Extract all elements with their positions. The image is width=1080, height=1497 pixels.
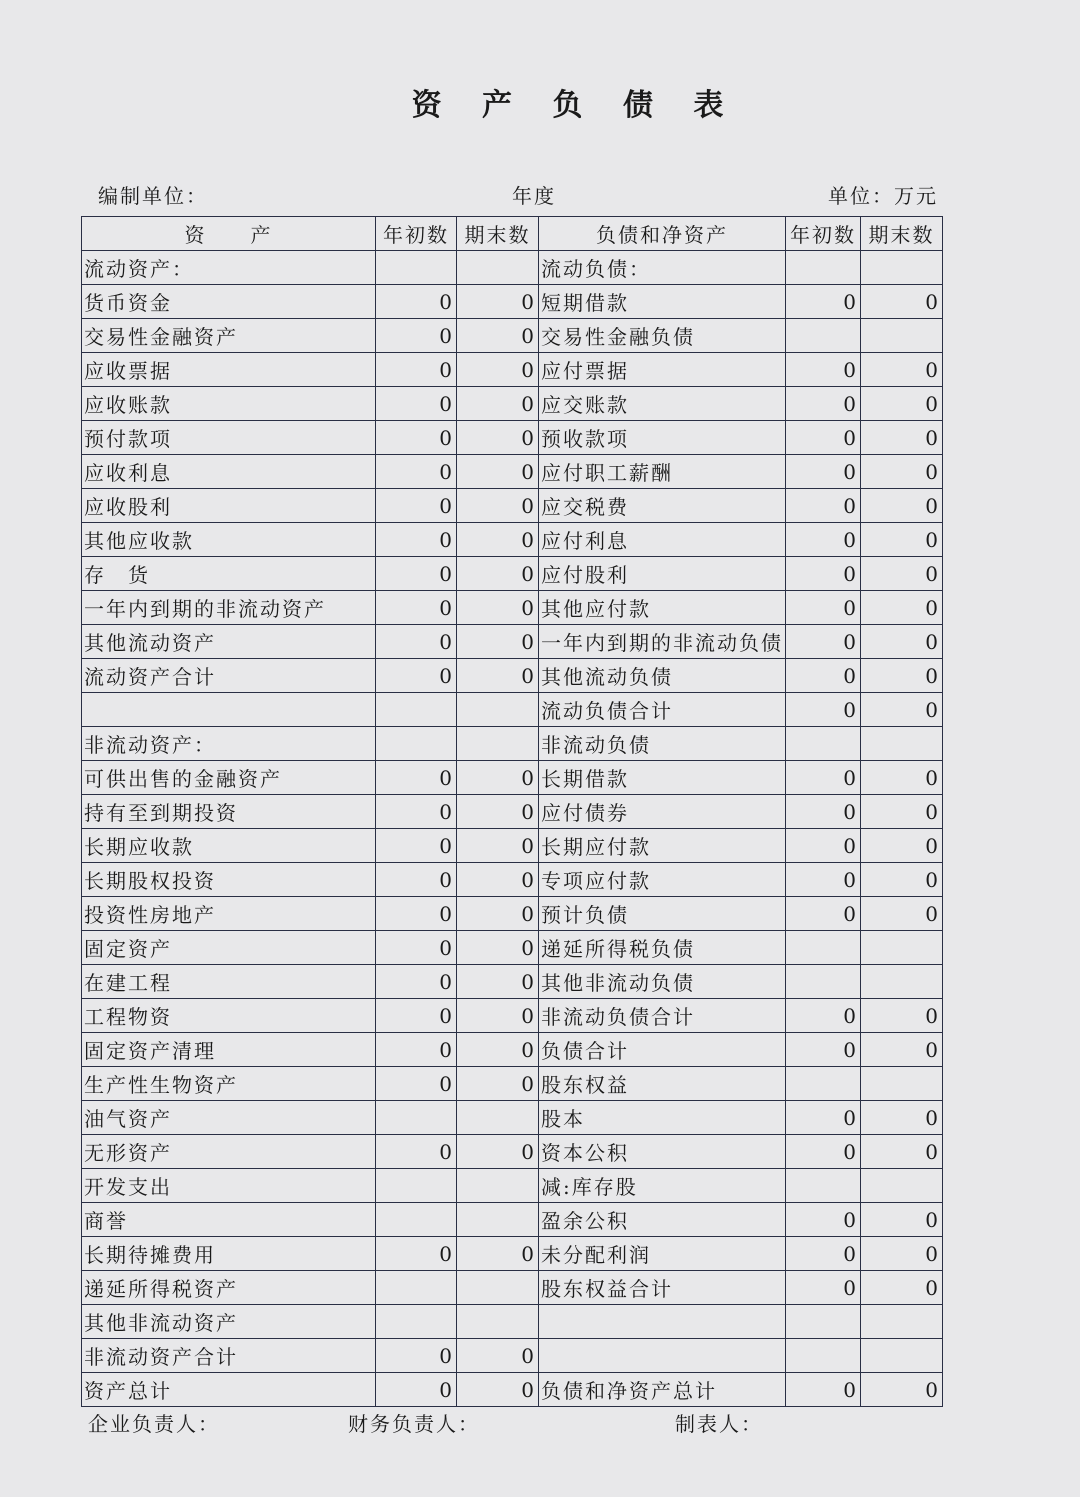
header-assets-ending: 期末数	[457, 217, 539, 251]
liability-ending-value: 0	[861, 829, 943, 863]
asset-item-label: 存 货	[82, 557, 376, 591]
asset-ending-value: 0	[457, 523, 539, 557]
header-liabilities-beginning: 年初数	[786, 217, 861, 251]
liability-item-label: 股东权益合计	[539, 1271, 786, 1305]
table-row	[82, 999, 943, 1033]
header-assets: 资 产	[82, 217, 376, 251]
asset-beginning-value: 0	[376, 965, 457, 999]
liability-ending-value: 0	[861, 1271, 943, 1305]
liability-item-label: 股东权益	[539, 1067, 786, 1101]
asset-beginning-value: 0	[376, 1135, 457, 1169]
liability-beginning-value: 0	[786, 999, 861, 1033]
asset-beginning-value: 0	[376, 897, 457, 931]
asset-item-label: 其他应收款	[82, 523, 376, 557]
liability-beginning-value	[786, 1305, 861, 1339]
asset-ending-value: 0	[457, 931, 539, 965]
liability-item-label: 减:库存股	[539, 1169, 786, 1203]
table-row	[82, 455, 943, 489]
asset-item-label: 流动资产合计	[82, 659, 376, 693]
liability-beginning-value: 0	[786, 863, 861, 897]
liability-item-label: 股本	[539, 1101, 786, 1135]
liability-ending-value: 0	[861, 557, 943, 591]
liability-item-label: 应付利息	[539, 523, 786, 557]
asset-item-label: 应收账款	[82, 387, 376, 421]
liability-ending-value	[861, 1169, 943, 1203]
liability-beginning-value: 0	[786, 1373, 861, 1407]
liability-item-label: 预收款项	[539, 421, 786, 455]
table-row	[82, 285, 943, 319]
liability-item-label: 未分配利润	[539, 1237, 786, 1271]
liability-ending-value	[861, 1067, 943, 1101]
liability-ending-value: 0	[861, 761, 943, 795]
asset-ending-value: 0	[457, 863, 539, 897]
table-row	[82, 1033, 943, 1067]
liability-ending-value: 0	[861, 1203, 943, 1237]
liability-beginning-value: 0	[786, 659, 861, 693]
asset-beginning-value: 0	[376, 455, 457, 489]
table-row	[82, 727, 943, 761]
asset-ending-value: 0	[457, 1237, 539, 1271]
liability-ending-value: 0	[861, 455, 943, 489]
table-header-row	[82, 217, 943, 251]
liability-beginning-value	[786, 1339, 861, 1373]
liability-item-label: 非流动负债合计	[539, 999, 786, 1033]
table-row	[82, 591, 943, 625]
liability-item-label: 预计负债	[539, 897, 786, 931]
table-row	[82, 1271, 943, 1305]
liability-ending-value	[861, 251, 943, 285]
liability-item-label: 应付职工薪酬	[539, 455, 786, 489]
liability-beginning-value: 0	[786, 693, 861, 727]
liability-ending-value: 0	[861, 897, 943, 931]
asset-ending-value: 0	[457, 761, 539, 795]
liability-beginning-value: 0	[786, 489, 861, 523]
asset-ending-value: 0	[457, 1135, 539, 1169]
asset-beginning-value: 0	[376, 1067, 457, 1101]
compiling-unit-label: 编制单位：	[98, 184, 208, 208]
preparer-signature-label: 制表人：	[675, 1412, 763, 1436]
liability-ending-value: 0	[861, 591, 943, 625]
asset-item-label: 递延所得税资产	[82, 1271, 376, 1305]
asset-beginning-value: 0	[376, 319, 457, 353]
liability-ending-value: 0	[861, 1101, 943, 1135]
liability-beginning-value: 0	[786, 1033, 861, 1067]
liability-item-label: 其他非流动负债	[539, 965, 786, 999]
asset-ending-value: 0	[457, 625, 539, 659]
liability-beginning-value: 0	[786, 557, 861, 591]
asset-ending-value: 0	[457, 795, 539, 829]
asset-item-label: 应收票据	[82, 353, 376, 387]
asset-ending-value: 0	[457, 897, 539, 931]
asset-item-label: 开发支出	[82, 1169, 376, 1203]
liability-ending-value: 0	[861, 523, 943, 557]
liability-beginning-value: 0	[786, 1101, 861, 1135]
liability-beginning-value: 0	[786, 1237, 861, 1271]
liability-item-label: 递延所得税负债	[539, 931, 786, 965]
liability-beginning-value: 0	[786, 761, 861, 795]
table-row	[82, 1169, 943, 1203]
liability-beginning-value	[786, 727, 861, 761]
asset-ending-value	[457, 251, 539, 285]
asset-item-label: 非流动资产合计	[82, 1339, 376, 1373]
table-row	[82, 523, 943, 557]
asset-ending-value: 0	[457, 1339, 539, 1373]
liability-ending-value: 0	[861, 1135, 943, 1169]
asset-ending-value: 0	[457, 965, 539, 999]
asset-beginning-value: 0	[376, 829, 457, 863]
liability-ending-value	[861, 965, 943, 999]
asset-beginning-value: 0	[376, 1373, 457, 1407]
liability-beginning-value: 0	[786, 591, 861, 625]
liability-item-label: 资本公积	[539, 1135, 786, 1169]
liability-ending-value: 0	[861, 863, 943, 897]
liability-item-label: 其他流动负债	[539, 659, 786, 693]
finance-signature-label: 财务负责人：	[348, 1412, 480, 1436]
liability-beginning-value	[786, 1169, 861, 1203]
liability-ending-value: 0	[861, 999, 943, 1033]
liability-item-label: 专项应付款	[539, 863, 786, 897]
table-row	[82, 1203, 943, 1237]
asset-item-label: 投资性房地产	[82, 897, 376, 931]
table-row	[82, 625, 943, 659]
asset-ending-value	[457, 1271, 539, 1305]
liability-item-label: 长期应付款	[539, 829, 786, 863]
asset-beginning-value	[376, 1305, 457, 1339]
asset-beginning-value: 0	[376, 591, 457, 625]
asset-beginning-value: 0	[376, 625, 457, 659]
liability-beginning-value: 0	[786, 625, 861, 659]
table-row	[82, 761, 943, 795]
asset-beginning-value: 0	[376, 863, 457, 897]
asset-ending-value	[457, 1101, 539, 1135]
asset-item-label: 资产总计	[82, 1373, 376, 1407]
balance-sheet-body	[82, 217, 943, 1407]
header-assets-beginning: 年初数	[376, 217, 457, 251]
liability-beginning-value	[786, 931, 861, 965]
header-liabilities: 负债和净资产	[539, 217, 786, 251]
asset-ending-value: 0	[457, 999, 539, 1033]
asset-item-label: 长期股权投资	[82, 863, 376, 897]
table-row	[82, 1373, 943, 1407]
liability-item-label: 短期借款	[539, 285, 786, 319]
table-row	[82, 1067, 943, 1101]
liability-beginning-value: 0	[786, 421, 861, 455]
liability-item-label: 应交税费	[539, 489, 786, 523]
asset-beginning-value: 0	[376, 999, 457, 1033]
liability-ending-value: 0	[861, 693, 943, 727]
asset-item-label: 非流动资产：	[82, 727, 376, 761]
liability-item-label: 长期借款	[539, 761, 786, 795]
asset-beginning-value: 0	[376, 285, 457, 319]
liability-item-label: 应付股利	[539, 557, 786, 591]
liability-beginning-value: 0	[786, 795, 861, 829]
asset-beginning-value	[376, 1101, 457, 1135]
asset-ending-value: 0	[457, 421, 539, 455]
liability-ending-value	[861, 1339, 943, 1373]
liability-item-label: 应付债券	[539, 795, 786, 829]
table-row	[82, 659, 943, 693]
liability-beginning-value	[786, 965, 861, 999]
liability-ending-value: 0	[861, 1033, 943, 1067]
asset-item-label: 货币资金	[82, 285, 376, 319]
liability-beginning-value: 0	[786, 523, 861, 557]
asset-beginning-value	[376, 727, 457, 761]
liability-ending-value: 0	[861, 387, 943, 421]
liability-item-label: 非流动负债	[539, 727, 786, 761]
liability-item-label: 交易性金融负债	[539, 319, 786, 353]
liability-beginning-value	[786, 251, 861, 285]
asset-ending-value: 0	[457, 319, 539, 353]
asset-ending-value: 0	[457, 1067, 539, 1101]
liability-item-label: 流动负债：	[539, 251, 786, 285]
table-row	[82, 1237, 943, 1271]
asset-beginning-value	[376, 1169, 457, 1203]
asset-item-label: 商誉	[82, 1203, 376, 1237]
asset-ending-value	[457, 1203, 539, 1237]
asset-item-label: 其他流动资产	[82, 625, 376, 659]
liability-ending-value	[861, 727, 943, 761]
liability-ending-value: 0	[861, 285, 943, 319]
asset-item-label: 可供出售的金融资产	[82, 761, 376, 795]
liability-ending-value	[861, 319, 943, 353]
table-row	[82, 693, 943, 727]
liability-item-label: 盈余公积	[539, 1203, 786, 1237]
asset-beginning-value: 0	[376, 795, 457, 829]
liability-beginning-value: 0	[786, 285, 861, 319]
table-row	[82, 319, 943, 353]
table-row	[82, 1339, 943, 1373]
liability-ending-value: 0	[861, 421, 943, 455]
asset-beginning-value: 0	[376, 1339, 457, 1373]
asset-item-label	[82, 693, 376, 727]
liability-ending-value	[861, 1305, 943, 1339]
liability-ending-value: 0	[861, 1237, 943, 1271]
table-row	[82, 251, 943, 285]
asset-item-label: 固定资产清理	[82, 1033, 376, 1067]
liability-item-label: 应交账款	[539, 387, 786, 421]
liability-item-label: 其他应付款	[539, 591, 786, 625]
asset-item-label: 固定资产	[82, 931, 376, 965]
asset-beginning-value: 0	[376, 761, 457, 795]
asset-ending-value: 0	[457, 829, 539, 863]
liability-beginning-value: 0	[786, 1135, 861, 1169]
table-row	[82, 1135, 943, 1169]
page-title: 资 产 负 债 表	[411, 88, 739, 123]
asset-ending-value: 0	[457, 557, 539, 591]
liability-ending-value: 0	[861, 1373, 943, 1407]
asset-ending-value: 0	[457, 353, 539, 387]
liability-item-label	[539, 1305, 786, 1339]
liability-item-label: 流动负债合计	[539, 693, 786, 727]
table-row	[82, 1101, 943, 1135]
table-row	[82, 931, 943, 965]
asset-ending-value	[457, 727, 539, 761]
asset-item-label: 应收利息	[82, 455, 376, 489]
asset-ending-value	[457, 1305, 539, 1339]
liability-beginning-value: 0	[786, 829, 861, 863]
asset-item-label: 持有至到期投资	[82, 795, 376, 829]
asset-beginning-value: 0	[376, 489, 457, 523]
table-row	[82, 863, 943, 897]
liability-beginning-value: 0	[786, 1203, 861, 1237]
asset-beginning-value: 0	[376, 931, 457, 965]
table-row	[82, 1305, 943, 1339]
asset-item-label: 预付款项	[82, 421, 376, 455]
liability-item-label: 负债和净资产总计	[539, 1373, 786, 1407]
table-row	[82, 795, 943, 829]
asset-ending-value	[457, 693, 539, 727]
liability-beginning-value	[786, 319, 861, 353]
asset-ending-value: 0	[457, 591, 539, 625]
asset-item-label: 长期应收款	[82, 829, 376, 863]
asset-ending-value: 0	[457, 285, 539, 319]
liability-item-label: 负债合计	[539, 1033, 786, 1067]
asset-beginning-value	[376, 1271, 457, 1305]
asset-beginning-value: 0	[376, 421, 457, 455]
asset-beginning-value: 0	[376, 353, 457, 387]
principal-signature-label: 企业负责人：	[88, 1412, 220, 1436]
asset-ending-value: 0	[457, 659, 539, 693]
asset-item-label: 长期待摊费用	[82, 1237, 376, 1271]
liability-beginning-value: 0	[786, 455, 861, 489]
asset-item-label: 一年内到期的非流动资产	[82, 591, 376, 625]
asset-ending-value: 0	[457, 455, 539, 489]
asset-beginning-value: 0	[376, 523, 457, 557]
table-row	[82, 965, 943, 999]
asset-item-label: 在建工程	[82, 965, 376, 999]
liability-beginning-value	[786, 1067, 861, 1101]
liability-ending-value: 0	[861, 795, 943, 829]
table-row	[82, 829, 943, 863]
asset-ending-value: 0	[457, 489, 539, 523]
asset-item-label: 应收股利	[82, 489, 376, 523]
liability-beginning-value: 0	[786, 1271, 861, 1305]
currency-unit-label: 单位：万元	[828, 184, 938, 208]
liability-ending-value	[861, 931, 943, 965]
asset-ending-value: 0	[457, 1373, 539, 1407]
asset-item-label: 生产性生物资产	[82, 1067, 376, 1101]
asset-ending-value	[457, 1169, 539, 1203]
asset-beginning-value	[376, 693, 457, 727]
asset-item-label: 流动资产：	[82, 251, 376, 285]
asset-ending-value: 0	[457, 1033, 539, 1067]
asset-beginning-value	[376, 1203, 457, 1237]
liability-item-label: 一年内到期的非流动负债	[539, 625, 786, 659]
table-row	[82, 489, 943, 523]
year-label: 年度	[512, 184, 556, 208]
table-row	[82, 557, 943, 591]
asset-beginning-value: 0	[376, 387, 457, 421]
liability-item-label: 应付票据	[539, 353, 786, 387]
asset-ending-value: 0	[457, 387, 539, 421]
table-row	[82, 353, 943, 387]
table-row	[82, 387, 943, 421]
balance-sheet-table	[81, 216, 943, 1407]
asset-beginning-value: 0	[376, 659, 457, 693]
asset-item-label: 交易性金融资产	[82, 319, 376, 353]
liability-beginning-value: 0	[786, 897, 861, 931]
liability-beginning-value: 0	[786, 387, 861, 421]
asset-beginning-value: 0	[376, 557, 457, 591]
liability-ending-value: 0	[861, 659, 943, 693]
liability-ending-value: 0	[861, 353, 943, 387]
table-row	[82, 897, 943, 931]
asset-beginning-value	[376, 251, 457, 285]
liability-beginning-value: 0	[786, 353, 861, 387]
asset-beginning-value: 0	[376, 1237, 457, 1271]
liability-item-label	[539, 1339, 786, 1373]
header-liabilities-ending: 期末数	[861, 217, 943, 251]
asset-beginning-value: 0	[376, 1033, 457, 1067]
liability-ending-value: 0	[861, 625, 943, 659]
table-row	[82, 421, 943, 455]
liability-ending-value: 0	[861, 489, 943, 523]
asset-item-label: 无形资产	[82, 1135, 376, 1169]
asset-item-label: 油气资产	[82, 1101, 376, 1135]
asset-item-label: 其他非流动资产	[82, 1305, 376, 1339]
asset-item-label: 工程物资	[82, 999, 376, 1033]
